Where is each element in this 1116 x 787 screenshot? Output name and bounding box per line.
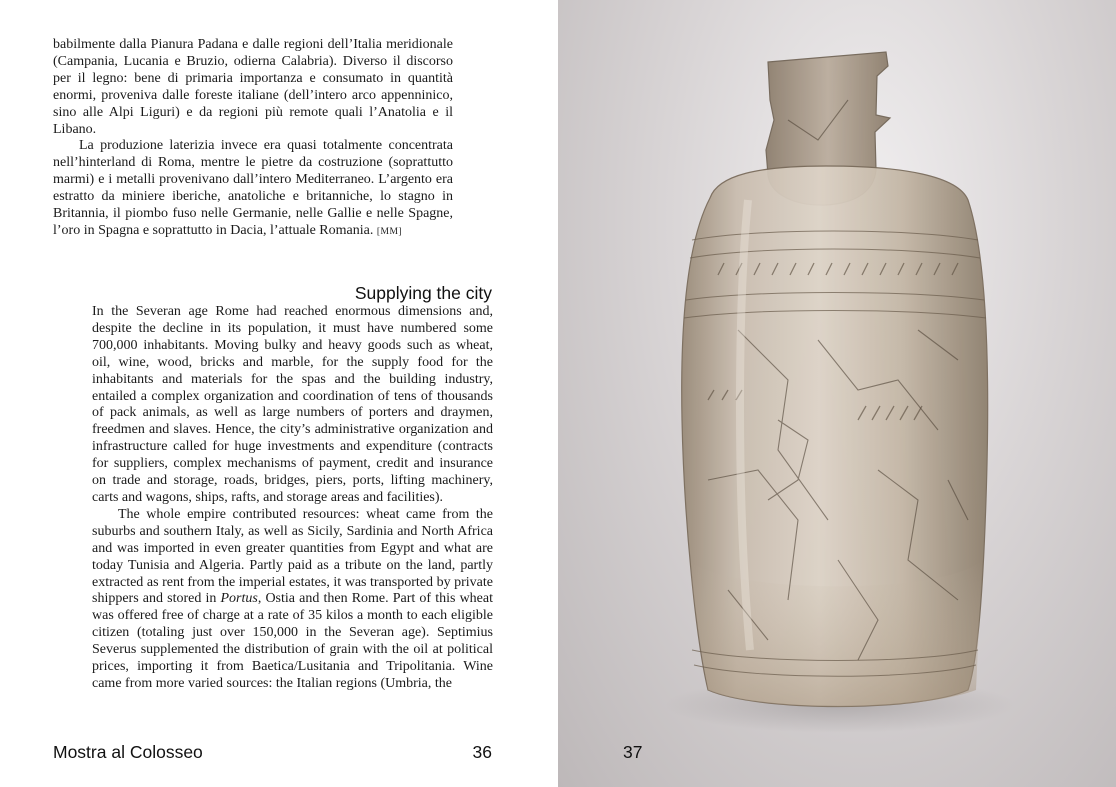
english-paragraph-1: In the Severan age Rome had reached enormous dimensions and, despite the decline in its population, it must have numbered some 700,000 inhabitants. Moving bulky and heavy goods such as wheat, oil, wine, wood, bricks and marble, for the supply food for the inhabitants and materials for the spas and the building industry, entailed a complex organization and coordination of tens of thousands of pack animals, as well as large numbers of porters and draymen, freedmen and slaves. Hence, the city’s administrative organization and infrastructure called for huge investments and expenditure (contracts for suppliers, complex mechanisms of payment, credit and insurance on trade and storage, roads, bridges, piers, ports, lifting machinery, carts and wagons, ships, rafts, and storage areas and facilities).	[92, 304, 493, 505]
english-paragraph-2	[92, 507, 493, 693]
glass-bottle-photo	[558, 0, 1116, 787]
italian-paragraph-2-text: La produzione laterizia invece era quasi totalmente concentrata nell’hinterland di Roma, mentre le pietre da costruzione (soprattutto marmi) e i metalli provenivano dall’intero Mediterraneo. L’argento era estratto da miniere iberiche, anatoliche e britanniche, lo stagno in Britannia, il piombo fuso nelle Germanie, nelle Gallie e nelle Spagne, l’oro in Spagna e soprattutto in Dacia, l’attuale Romania.	[53, 138, 453, 238]
english-paragraph-2-italic: Portus	[220, 591, 258, 607]
italian-paragraph-2	[53, 138, 453, 240]
page-number-right: 37	[623, 742, 643, 762]
author-credit: [MM]	[376, 226, 403, 237]
page-number-left: 36	[472, 742, 492, 762]
section-heading: Supplying the city	[354, 283, 492, 303]
right-page	[558, 0, 1116, 787]
english-paragraph-2-part-2: , Ostia and then Rome. Part of this wheat was offered free of charge at a rate of 35 kilos a month to each eligible citizen (totaling just over 150,000 in the Severan age). Septimius Severus supplemented the distribution of grain with the oil at political prices, importing it from Baetica/Lusitania and Tripolitania. Wine came from more varied sources: the Italian regions (Umbria, the	[92, 591, 493, 691]
english-text-block	[92, 304, 493, 693]
english-paragraph-2-part-1: The whole empire contributed resources: wheat came from the suburbs and southern Italy, as well as Sicily, Sardinia and North Africa and was imported in even greater quantities from Egypt and what are today Tunisia and Algeria. Partly paid as a tribute on the land, partly extracted as rent from the imperial estates, it was transported by private shippers and stored in	[92, 506, 493, 607]
italian-paragraph-1: babilmente dalla Pianura Padana e dalle regioni dell’Italia meridionale (Campania, Lucania e Bruzio, odierna Calabria). Diverso il discorso per il legno: bene di primaria importanza e consumato in quantità enormi, proveniva dalle foreste italiane (dell’intero arco appenninico, sino alle Alpi Liguri) e da regioni più remote quali l’Anatolia e il Libano.	[53, 37, 453, 137]
italian-text-block	[53, 37, 453, 241]
footer-title: Mostra al Colosseo	[53, 742, 203, 762]
